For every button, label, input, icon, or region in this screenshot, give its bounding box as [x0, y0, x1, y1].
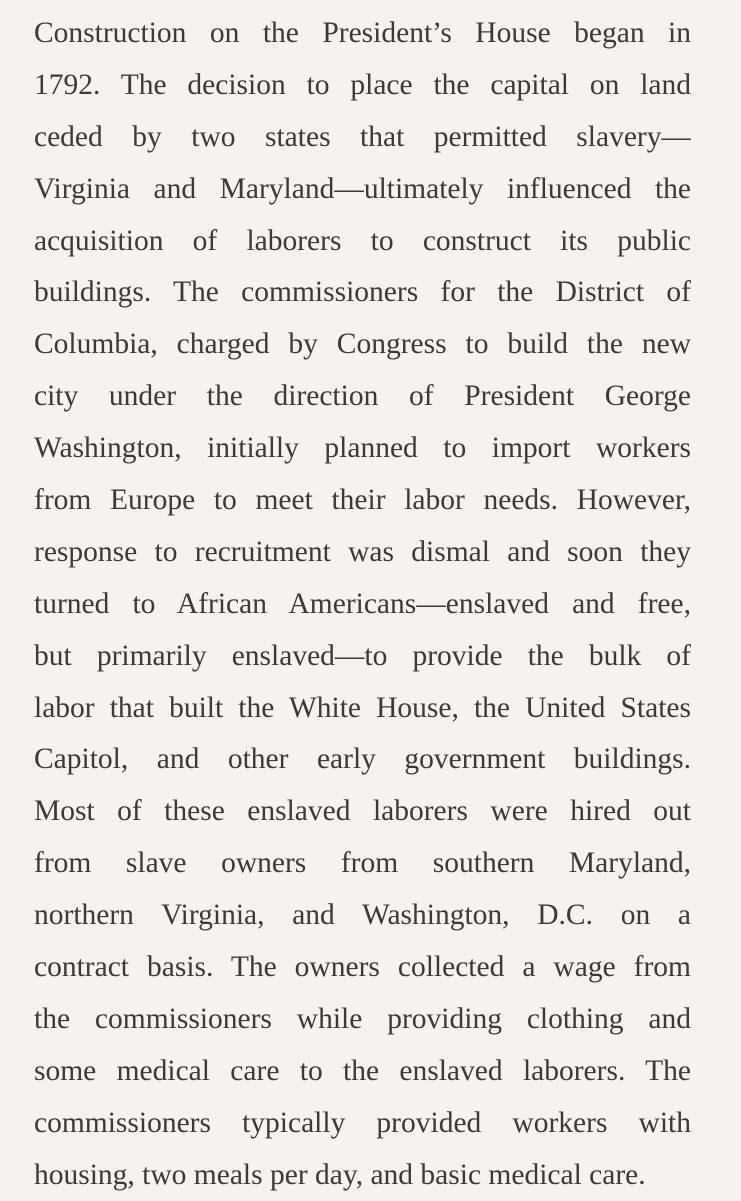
paragraph-line-19: contract basis. The owners collected a wage from — [34, 951, 691, 984]
paragraph-line-9: Washington, initially planned to import workers — [34, 432, 691, 465]
paragraph-line-7: Columbia, charged by Congress to build the new — [34, 328, 691, 361]
paragraph-line-21: some medical care to the enslaved laborers. The — [34, 1054, 691, 1087]
paragraph-line-11: response to recruitment was dismal and soon they — [34, 535, 691, 568]
paragraph-line-10: from Europe to meet their labor needs. However, — [34, 484, 691, 517]
paragraph-line-18: northern Virginia, and Washington, D.C. on a — [34, 899, 691, 932]
paragraph-line-16: Most of these enslaved laborers were hired out — [34, 795, 691, 828]
paragraph-line-20: the commissioners while providing clothing and — [34, 1002, 691, 1035]
paragraph-line-15: Capitol, and other early government buildings. — [34, 743, 691, 776]
paragraph-line-1: Construction on the President’s House began in — [34, 17, 691, 49]
paragraph-line-8: city under the direction of President George — [34, 380, 691, 413]
paragraph-line-17: from slave owners from southern Maryland, — [34, 847, 691, 880]
paragraph-line-22: commissioners typically provided workers with — [34, 1106, 691, 1139]
paragraph-line-14: labor that built the White House, the United States — [34, 691, 691, 724]
paragraph-line-2: 1792. The decision to place the capital on land — [34, 68, 691, 101]
paragraph-line-3: ceded by two states that permitted slavery— — [34, 120, 691, 153]
paragraph-line-5: acquisition of laborers to construct its public — [34, 224, 691, 257]
paragraph-line-12: turned to African Americans—enslaved and free, — [34, 587, 691, 620]
paragraph-line-23: housing, two meals per day, and basic medical care. — [34, 1158, 646, 1191]
paragraph-line-13: but primarily enslaved—to provide the bulk of — [34, 639, 691, 672]
body-paragraph — [34, 8, 691, 1201]
paragraph-line-4: Virginia and Maryland—ultimately influenced the — [34, 172, 691, 205]
paragraph-line-6: buildings. The commissioners for the District of — [34, 276, 691, 309]
